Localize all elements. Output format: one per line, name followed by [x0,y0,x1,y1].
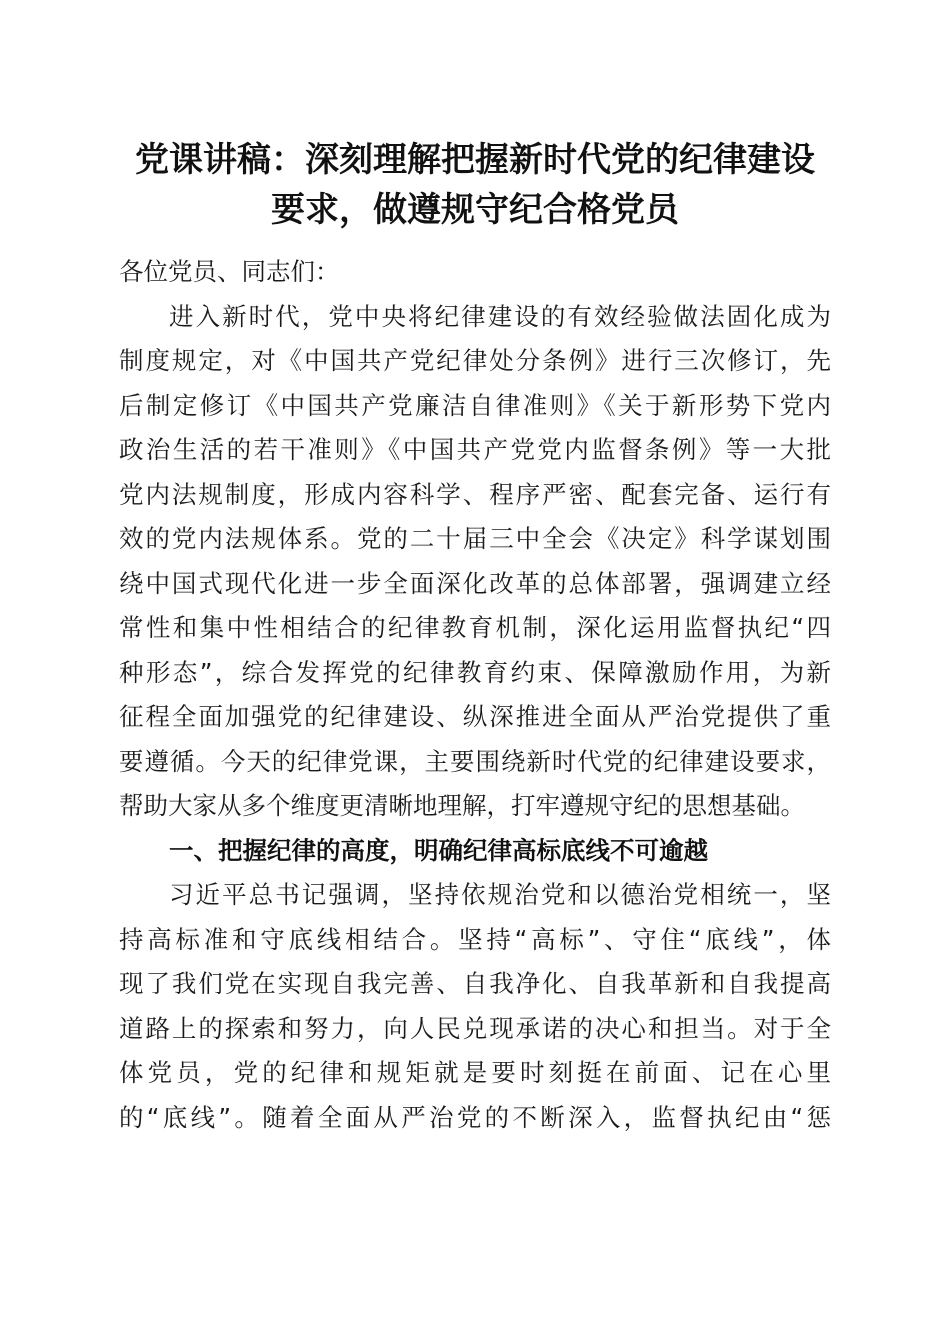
paragraph-1-line: 党内法规制度，形成内容科学、程序严密、配套完备、运行有 [119,479,831,509]
paragraph-2-line: 持高标准和守底线相结合。坚持“高标”、守住“底线”，体 [119,924,831,954]
paragraph-2-line: 道路上的探索和努力，向人民兑现承诺的决心和担当。对于全 [119,1013,831,1043]
paragraph-1-line: 帮助大家从多个维度更清晰地理解，打牢遵规守纪的思想基础。 [119,791,805,820]
paragraph-2-line: 习近平总书记强调，坚持依规治党和以德治党相统一，坚 [169,880,831,909]
paragraph-2-line: 的“底线”。随着全面从严治党的不断深入，监督执纪由“惩 [119,1102,831,1132]
paragraph-2-line: 现了我们党在实现自我完善、自我净化、自我革新和自我提高 [119,969,831,998]
paragraph-1-line: 要遵循。今天的纪律党课，主要围绕新时代党的纪律建设要求， [119,746,831,776]
paragraph-1-line: 政治生活的若干准则》《中国共产党党内监督条例》等一大批 [119,435,831,464]
paragraph-1-line: 征程全面加强党的纪律建设、纵深推进全面从严治党提供了重 [119,702,831,731]
paragraph-1-line: 制度规定，对《中国共产党纪律处分条例》进行三次修订，先 [119,346,831,375]
paragraph-1-line: 常性和集中性相结合的纪律教育机制，深化运用监督执纪“四 [119,613,831,642]
paragraph-1-line: 进入新时代，党中央将纪律建设的有效经验做法固化成为 [169,301,831,331]
title-line-1: 党课讲稿：深刻理解把握新时代党的纪律建设 [135,140,815,180]
document-title [0,135,950,235]
paragraph-1-line: 后制定修订《中国共产党廉洁自律准则》《关于新形势下党内 [119,390,831,420]
paragraph-1-line: 效的党内法规体系。党的二十届三中全会《决定》科学谋划围 [119,524,831,553]
paragraph-1-line: 种形态”，综合发挥党的纪律教育约束、保障激励作用，为新 [119,657,831,687]
paragraph-1-line: 绕中国式现代化进一步全面深化改革的总体部署，强调建立经 [119,568,831,598]
document-body [119,250,831,1140]
section-1-heading: 一、把握纪律的高度，明确纪律高标底线不可逾越 [169,835,708,865]
title-line-2: 要求，做遵规守纪合格党员 [271,190,679,230]
paragraph-2-line: 体党员，党的纪律和规矩就是要时刻挺在前面、记在心里 [119,1058,831,1087]
salutation: 各位党员、同志们： [119,257,340,286]
